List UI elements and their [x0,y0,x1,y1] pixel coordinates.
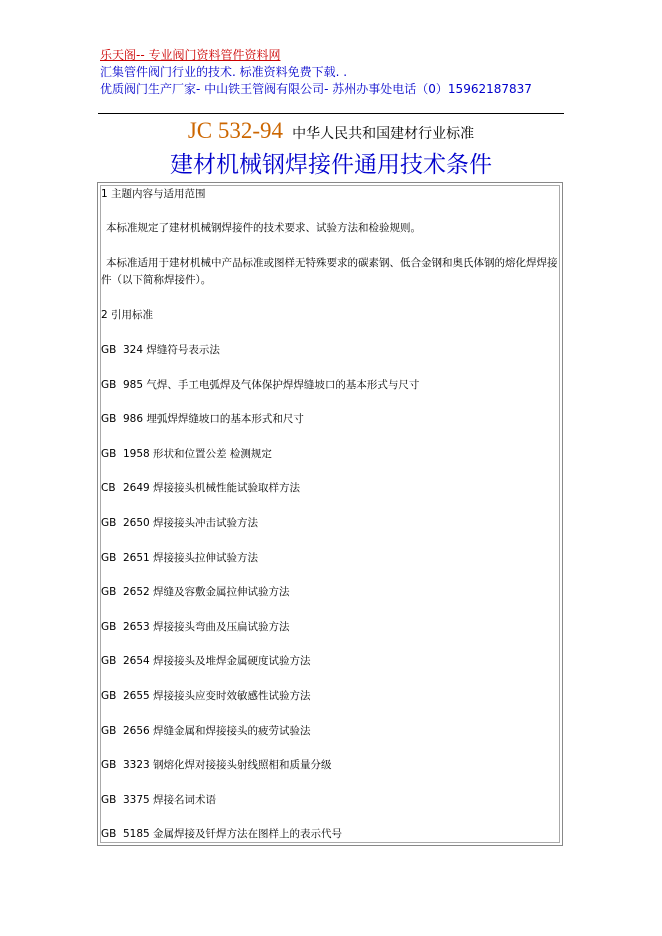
reference-text: 3323 钢熔化焊对接接头射线照相和质量分级 [123,759,332,772]
reference-text: 2651 焊接接头拉伸试验方法 [123,551,259,564]
reference-item [101,480,558,497]
reference-text: 2650 焊接接头冲击试验方法 [123,517,259,529]
reference-prefix: GB [101,620,117,633]
site-link[interactable]: 乐天阁-- 专业阀门资料管件资料网 [100,48,281,62]
reference-item [101,411,558,428]
reference-item [101,619,558,636]
reference-text: 2654 焊接接头及堆焊金属硬度试验方法 [123,655,311,668]
reference-item [101,584,558,601]
standard-code-line [0,118,662,144]
reference-prefix: GB [101,586,117,599]
reference-item [101,757,558,774]
reference-text: 5185 金属焊接及钎焊方法在图样上的表示代号 [123,828,343,841]
reference-prefix: GB [101,655,117,668]
page-header [100,47,570,98]
reference-item [101,653,558,670]
reference-text: 2649 焊接接头机械性能试验取样方法 [123,482,301,495]
reference-text: 1958 形状和位置公差 检测规定 [123,447,272,460]
reference-prefix: GB [101,447,117,460]
reference-prefix: GB [101,759,117,772]
reference-item [101,723,558,740]
reference-text: 985 气焊、手工电弧焊及气体保护焊焊缝坡口的基本形式与尺寸 [123,378,420,391]
header-divider [98,113,564,114]
section-2-heading: 2 引用标准 [101,309,154,321]
standard-organization: 中华人民共和国建材行业标准 [292,126,475,142]
reference-text: 2652 焊缝及容敷金属拉伸试验方法 [123,586,290,599]
site-tagline: 汇集管件阀门行业的技术. 标准资料免费下载. . [100,65,348,79]
standard-code: JC 532-94 [187,118,284,143]
reference-item [101,826,558,843]
reference-text: 324 焊缝符号表示法 [123,344,220,356]
reference-prefix: GB [101,724,117,737]
section-1-paragraph-1: 本标准规定了建材机械钢焊接件的技术要求、试验方法和检验规则。 [106,222,421,234]
reference-prefix: GB [101,828,117,841]
reference-prefix: GB [101,413,117,426]
section-1-heading: 1 主题内容与适用范围 [101,188,206,200]
reference-text: 2655 焊接接头应变时效敏感性试验方法 [123,690,311,702]
manufacturer-contact: 优质阀门生产厂家- 中山铁王管阀有限公司- 苏州办事处电话（0）15962187837 [100,82,532,96]
reference-item [101,515,558,532]
reference-item [101,792,558,809]
reference-text: 2656 焊缝金属和焊接接头的疲劳试验法 [123,724,311,737]
reference-prefix: GB [101,378,117,391]
reference-prefix: GB [101,551,117,564]
reference-text: 2653 焊接接头弯曲及压扁试验方法 [123,620,290,633]
reference-text: 986 埋弧焊焊缝坡口的基本形式和尺寸 [123,413,304,426]
reference-prefix: CB [101,482,116,495]
content-frame [97,182,563,846]
reference-item [101,342,558,359]
reference-prefix: GB [101,344,117,356]
section-1-paragraph-2: 本标准适用于建材机械中产品标准或图样无特殊要求的碳素钢、低合金钢和奥氏体钢的熔化焊焊接件（以下简称焊接件）。 [101,257,558,286]
reference-item [101,550,558,567]
reference-prefix: GB [101,793,117,806]
reference-item [101,377,558,394]
reference-prefix: GB [101,517,117,529]
document-title: 建材机械钢焊接件通用技术条件 [170,152,492,178]
reference-item [101,446,558,463]
reference-text: 3375 焊接名词术语 [123,793,217,806]
reference-prefix: GB [101,690,117,702]
reference-item [101,688,558,705]
